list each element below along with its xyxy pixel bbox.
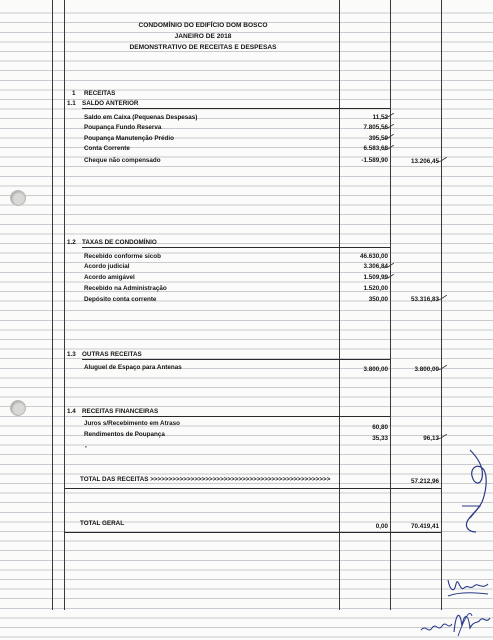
line-item-value: 7.805,56	[363, 124, 388, 131]
group-title: SALDO ANTERIOR	[82, 100, 139, 107]
check-tick-icon	[384, 145, 394, 151]
code-column-line	[64, 0, 65, 610]
group-subtotal: 13.206,45	[410, 158, 439, 165]
group-code: 1.4	[67, 408, 76, 415]
line-item-label: Depósito conta corrente	[84, 296, 157, 303]
building-name: CONDOMÍNIO DO EDIFÍCIO DOM BOSCO	[138, 22, 268, 29]
line-item-value: 1.509,99	[363, 274, 388, 281]
line-item-label: Conta Corrente	[84, 145, 130, 152]
subtotal-column-line	[390, 0, 391, 610]
line-item-value: -1.589,90	[361, 157, 388, 164]
total-geral-label: TOTAL GERAL	[80, 520, 125, 527]
line-item-value: 11,52	[372, 114, 388, 121]
check-tick-icon	[384, 134, 394, 140]
group-code: 1.3	[67, 351, 76, 358]
line-item-label: Recebido na Administração	[84, 285, 167, 292]
line-item-value: 395,59	[368, 135, 388, 142]
punch-hole-bottom	[10, 400, 26, 416]
group-title: TAXAS DE CONDOMÍNIO	[82, 239, 157, 246]
group-title: OUTRAS RECEITAS	[82, 351, 142, 358]
right-column-line	[441, 0, 442, 610]
value-column-line	[339, 0, 340, 610]
line-item-label: Poupança Manutenção Prédio	[84, 135, 174, 142]
total-receitas-label: TOTAL DAS RECEITAS >>>>>>>>>>>>>>>>>>>>>>>>>>>>>>>>>>>>>>>>>>>>>>>>>	[80, 476, 331, 483]
line-item-value: 35,33	[372, 435, 388, 442]
period: JANEIRO DE 2018	[174, 33, 232, 40]
line-item-value: 1.520,00	[363, 285, 388, 292]
total-rule	[64, 532, 441, 533]
line-item-label: Juros s/Recebimento em Atraso	[84, 420, 180, 427]
section-number: 1	[72, 90, 76, 97]
group-code: 1.1	[67, 100, 76, 107]
total-receitas-value: 57.212,96	[410, 478, 439, 485]
line-item-label: Rendimentos de Poupança	[84, 431, 165, 438]
row-rule	[82, 247, 390, 248]
report-title: DEMONSTRATIVO DE RECEITAS E DESPESAS	[129, 44, 277, 51]
check-tick-icon	[437, 157, 447, 163]
margin-line	[52, 0, 53, 610]
line-item-value: 3.306,84	[363, 263, 388, 270]
check-tick-icon	[437, 295, 447, 301]
check-tick-icon	[384, 113, 394, 119]
section-title: RECEITAS	[84, 90, 116, 97]
check-tick-icon	[384, 274, 394, 280]
line-item-value: 350,00	[368, 296, 388, 303]
check-tick-icon	[384, 124, 394, 130]
line-item-value: 6.583,68	[363, 145, 388, 152]
row-rule	[82, 108, 390, 109]
line-item-label: Poupança Fundo Reserva	[84, 124, 162, 131]
group-code: 1.2	[67, 239, 76, 246]
line-item-label: Acordo judicial	[84, 263, 130, 270]
group-title: RECEITAS FINANCEIRAS	[82, 408, 159, 415]
line-item-label: Saldo em Caixa (Pequenas Despesas)	[84, 114, 198, 121]
row-rule	[82, 359, 390, 360]
total-geral-value-1: 0,00	[375, 523, 388, 530]
line-item-label: Aluguel de Espaço para Antenas	[84, 364, 182, 371]
line-item-label: Cheque não compensado	[84, 157, 161, 164]
line-item-value: 60,80	[372, 424, 388, 431]
stray-mark: ,	[85, 442, 87, 449]
group-subtotal: 3.800,00	[414, 366, 439, 373]
group-subtotal: 53.316,83	[410, 296, 439, 303]
signature-scribble-icon	[448, 448, 490, 548]
line-item-value: 46.630,00	[359, 253, 388, 260]
initials-signature-icon	[444, 570, 492, 604]
group-subtotal: 96,13	[423, 435, 439, 442]
line-item-value: 3.800,00	[363, 366, 388, 373]
row-rule	[82, 416, 390, 417]
check-tick-icon	[437, 365, 447, 371]
check-tick-icon	[384, 263, 394, 269]
line-item-label: Acordo amigável	[84, 274, 135, 281]
total-rule	[64, 488, 441, 489]
total-geral-value-2: 70.419,41	[410, 523, 439, 530]
punch-hole-top	[10, 190, 26, 206]
line-item-label: Recebido conforme sicob	[84, 253, 161, 260]
check-tick-icon	[437, 434, 447, 440]
signature-icon	[418, 606, 493, 638]
